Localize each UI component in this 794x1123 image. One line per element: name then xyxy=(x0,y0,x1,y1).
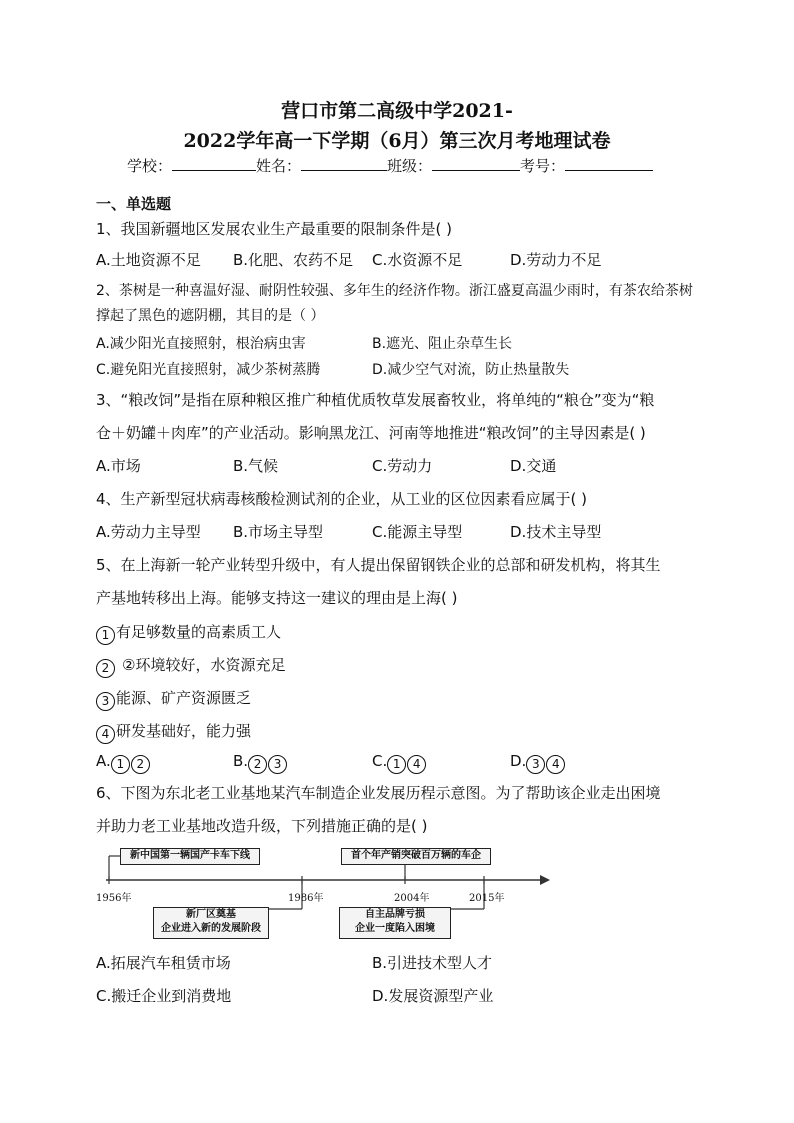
q2-stem-line2: 撑起了黑色的遮阴棚，其目的是（ ） xyxy=(96,308,325,324)
q5-option-a[interactable] xyxy=(96,752,151,774)
timeline-arrowhead xyxy=(540,875,550,885)
circled-number-1: 1 xyxy=(96,626,115,645)
q3-option-d[interactable]: D.交通 xyxy=(510,457,557,475)
q5-option-b[interactable] xyxy=(233,752,288,774)
event-1986-box xyxy=(153,907,269,939)
q6-option-b[interactable]: B.引进技术型人才 xyxy=(372,954,493,972)
q4-option-d[interactable]: D.技术主导型 xyxy=(510,523,602,541)
event-2004-box: 首个年产销突破百万辆的车企 xyxy=(341,848,491,865)
number-label: 考号： xyxy=(520,157,566,175)
page-title-line1: 营口市第二高级中学2021- xyxy=(281,100,513,122)
circled-number-3: 3 xyxy=(96,692,115,711)
circled-number: 3 xyxy=(526,755,545,774)
q6-stem-line2: 并助力老工业基地改造升级，下列措施正确的是( ) xyxy=(96,817,428,835)
school-label: 学校： xyxy=(127,157,173,175)
q5-option-d-letter: D. xyxy=(510,752,527,770)
circled-number: 2 xyxy=(248,755,267,774)
year-1986: 1986年 xyxy=(288,893,324,904)
event-2015-box xyxy=(339,907,451,939)
circled-number-2: 2 xyxy=(96,659,115,678)
q5-item-4-text: 研发基础好，能力强 xyxy=(116,722,252,740)
event-1986-line1: 新厂区奠基 xyxy=(186,909,236,920)
number-blank[interactable] xyxy=(565,156,653,171)
q4-option-c[interactable]: C.能源主导型 xyxy=(372,523,463,541)
q2-option-a[interactable]: A.减少阳光直接照射，根治病虫害 xyxy=(96,336,306,352)
circled-number: 2 xyxy=(131,755,150,774)
q3-option-a[interactable]: A.市场 xyxy=(96,457,141,475)
q1-option-b[interactable]: B.化肥、农药不足 xyxy=(233,251,354,269)
q3-stem-line1: 3、“粮改饲”是指在原种粮区推广种植优质牧草发展畜牧业，将单纯的“粮仓”变为“粮 xyxy=(96,391,655,409)
q2-option-c[interactable]: C.避免阳光直接照射，减少茶树蒸腾 xyxy=(96,362,321,378)
year-1956: 1956年 xyxy=(96,893,132,904)
page-title-line2: 2022学年高一下学期（6月）第三次月考地理试卷 xyxy=(183,130,611,152)
q5-item-3 xyxy=(96,687,251,711)
circled-number: 1 xyxy=(387,755,406,774)
q5-item-2-text: ②环境较好，水资源充足 xyxy=(122,656,286,674)
name-label: 姓名： xyxy=(256,157,302,175)
year-2015: 2015年 xyxy=(469,893,505,904)
q3-option-c[interactable]: C.劳动力 xyxy=(372,457,433,475)
q6-stem-line1: 6、下图为东北老工业基地某汽车制造企业发展历程示意图。为了帮助该企业走出困境 xyxy=(96,784,661,802)
year-2004: 2004年 xyxy=(394,893,430,904)
class-label: 班级： xyxy=(387,157,433,175)
q1-option-a[interactable]: A.土地资源不足 xyxy=(96,251,201,269)
q4-option-a[interactable]: A.劳动力主导型 xyxy=(96,523,201,541)
q5-option-c-letter: C. xyxy=(372,752,388,770)
q3-option-b[interactable]: B.气候 xyxy=(233,457,279,475)
q6-option-a[interactable]: A.拓展汽车租赁市场 xyxy=(96,954,231,972)
q3-stem-line2: 仓＋奶罐＋肉库”的产业活动。影响黑龙江、河南等地推进“粮改饲”的主导因素是( ) xyxy=(96,424,646,442)
q5-option-b-letter: B. xyxy=(233,752,249,770)
q1-option-c[interactable]: C.水资源不足 xyxy=(372,251,463,269)
q5-stem-line1: 5、在上海新一轮产业转型升级中，有人提出保留钢铁企业的总部和研发机构，将其生 xyxy=(96,556,661,574)
q5-option-d[interactable] xyxy=(510,752,566,774)
circled-number: 1 xyxy=(111,755,130,774)
q2-option-b[interactable]: B.遮光、阻止杂草生长 xyxy=(372,336,513,352)
student-info-line xyxy=(127,155,653,176)
name-blank[interactable] xyxy=(301,156,387,171)
q1-stem: 1、我国新疆地区发展农业生产最重要的限制条件是( ) xyxy=(96,220,453,238)
q4-option-b[interactable]: B.市场主导型 xyxy=(233,523,324,541)
q1-option-d[interactable]: D.劳动力不足 xyxy=(510,251,602,269)
q6-option-c[interactable]: C.搬迁企业到消费地 xyxy=(96,987,232,1005)
q5-item-3-text: 能源、矿产资源匮乏 xyxy=(116,689,252,707)
class-blank[interactable] xyxy=(432,156,520,171)
q5-item-1-text: 有足够数量的高素质工人 xyxy=(116,623,282,641)
q5-stem-line2: 产基地转移出上海。能够支持这一建议的理由是上海( ) xyxy=(96,589,458,607)
q6-option-d[interactable]: D.发展资源型产业 xyxy=(372,987,494,1005)
q2-option-d[interactable]: D.减少空气对流，防止热量散失 xyxy=(372,362,570,378)
event-2015-line2: 企业一度陷入困境 xyxy=(355,923,435,934)
section-title: 一、单选题 xyxy=(96,195,172,213)
school-blank[interactable] xyxy=(172,156,256,171)
event-2015-line1: 自主品牌亏损 xyxy=(365,909,425,920)
event-1986-line2: 企业进入新的发展阶段 xyxy=(161,923,261,934)
circled-number: 3 xyxy=(268,755,287,774)
event-1956-box: 新中国第一辆国产卡车下线 xyxy=(120,848,260,865)
q5-item-4 xyxy=(96,720,251,744)
q5-option-a-letter: A. xyxy=(96,752,111,770)
q5-item-1 xyxy=(96,621,281,645)
circled-number-4: 4 xyxy=(96,725,115,744)
q5-option-c[interactable] xyxy=(372,752,427,774)
q2-stem-line1: 2、茶树是一种喜温好湿、耐阴性较强、多年生的经济作物。浙江盛夏高温少雨时，有茶农给茶树 xyxy=(96,283,693,299)
timeline-diagram xyxy=(96,843,556,943)
q5-item-2 xyxy=(96,654,285,678)
circled-number: 4 xyxy=(546,755,565,774)
q4-stem: 4、生产新型冠状病毒核酸检测试剂的企业，从工业的区位因素看应属于( ) xyxy=(96,490,588,508)
circled-number: 4 xyxy=(407,755,426,774)
